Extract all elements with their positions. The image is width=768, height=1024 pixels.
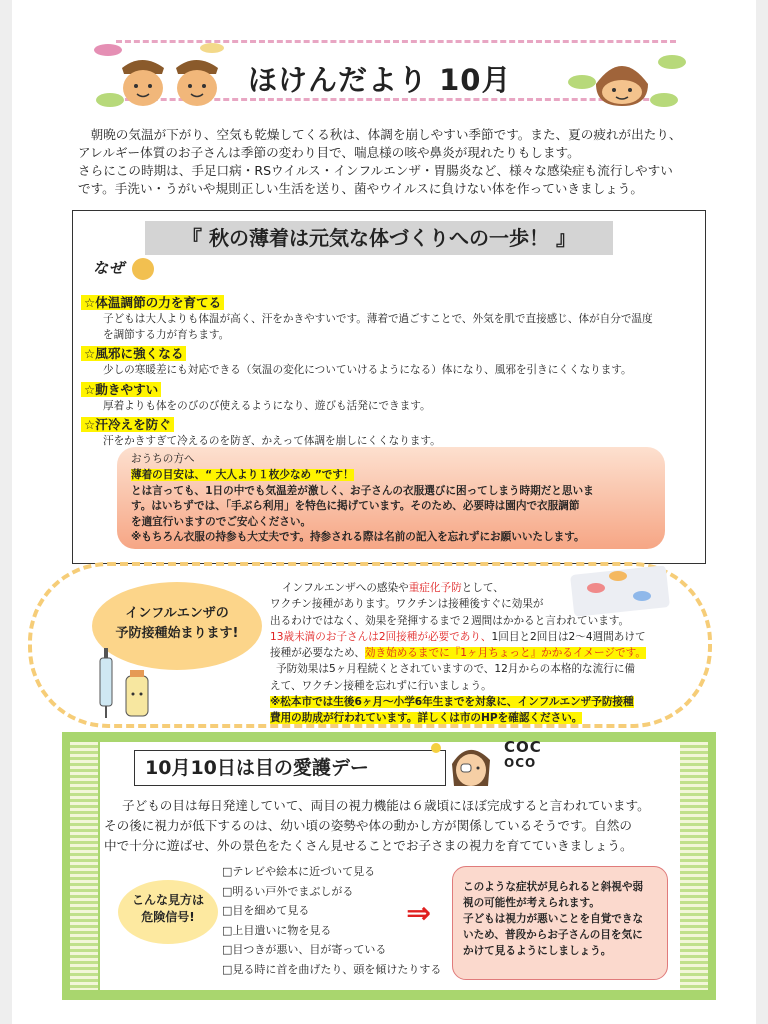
usugi-banner: 『 秋の薄着は元気な体づくりへの一歩！ 』 — [145, 221, 613, 255]
newsletter-page — [12, 0, 756, 1024]
acorn-characters-illustration — [90, 38, 250, 110]
advice-line: 視の可能性が考えられます。 — [463, 897, 600, 909]
naze-badge — [93, 257, 154, 285]
vision-chart-ring: C — [529, 738, 542, 756]
reason-heading: ☆体温調節の力を育てる — [81, 295, 224, 310]
note-line: を適宜行いますのでご安心ください。 — [131, 515, 312, 528]
vision-chart-ring: O — [516, 738, 530, 756]
advice-line: かけて見るようにしましょう。 — [463, 945, 612, 957]
advice-line: 子どもは視力が悪いことを自覚できな — [463, 913, 644, 925]
flu-line: インフルエンザへの感染や — [282, 582, 409, 594]
checklist-item: □見る時に首を曲げたり、頭を傾けたりする — [222, 962, 442, 976]
flu-line: 1回目と2回目は2～4週間あけて — [491, 630, 646, 643]
eye-para-line: 子どもの目は毎日発達していて、両目の視力機能は６歳頃にほぼ完成すると言われています。 — [122, 798, 650, 813]
question-mark-icon — [132, 258, 154, 280]
eye-paragraph — [104, 796, 680, 856]
flu-subsidy-note: ※松本市では生後6ヶ月～小学6年生までを対象に、インフルエンザ予防接種 — [270, 696, 634, 709]
danger-line: こんな見方は — [131, 893, 204, 907]
advice-box — [452, 866, 668, 980]
parents-note — [117, 447, 665, 549]
flu-info-text — [270, 580, 702, 727]
flu-line: 予防効果は5ヶ月程続くとされていますので、12月からの本格的な流行に備 — [276, 663, 636, 676]
note-line: ※もちろん衣服の持参も大丈夫です。持参される際は名前の記入を忘れずにお願いいたします。 — [131, 531, 585, 543]
flu-line: 出るわけではなく、効果を発揮するまで２週間はかかると言われています。 — [270, 614, 630, 627]
newsletter-title: ほけんだより 10月 — [248, 63, 512, 97]
intro-line: です。手洗い・うがいや規則正しい生活を送り、菌やウイルスに負けない体を作っていきましょう。 — [78, 181, 643, 196]
flu-highlight-red: 重症化予防 — [408, 582, 462, 594]
reason-heading: ☆汗冷えを防ぐ — [81, 417, 174, 432]
eye-frame-stripe — [680, 742, 708, 990]
reason-heading: ☆動きやすい — [81, 382, 161, 397]
note-line: とは言っても、1日の中でも気温差が激しく、お子さんの衣服選びに困ってしまう時期だと思いま — [131, 484, 594, 497]
syringe-vial-illustration — [90, 644, 158, 724]
checklist-item: □明るい戸外でまぶしがる — [222, 884, 354, 898]
vision-test-chart — [504, 740, 564, 771]
eye-para-line: 中で十分に遊ばせ、外の景色をたくさん見せることでお子さまの視力を育てていきましょう。 — [104, 838, 633, 853]
flu-highlight-red: 効き始めるまでに『1ヶ月ちょっと』かかるイメージです。 — [364, 647, 646, 660]
reason-item — [81, 380, 697, 415]
intro-text — [78, 126, 718, 198]
intro-line: アレルギー体質のお子さんは季節の変わり目で、喘息様の咳や鼻炎が現れたりもします。 — [78, 145, 580, 160]
chestnut-character-illustration — [564, 40, 694, 112]
advice-line: いため、普段からお子さんの目を気に — [463, 929, 643, 941]
child-eye-exam-illustration — [428, 738, 508, 790]
flu-badge-line: 予防接種始まります! — [115, 626, 239, 641]
reason-item — [81, 344, 697, 379]
checklist-item: □目を細めて見る — [222, 904, 310, 917]
danger-line: 危険信号! — [141, 910, 195, 924]
right-arrow-icon: ⇒ — [406, 896, 432, 931]
reason-item — [81, 293, 697, 343]
flu-badge-line: インフルエンザの — [125, 606, 229, 621]
reason-text: 厚着よりも体をのびのび使えるようになり、遊びも活発にできます。 — [103, 399, 431, 412]
reason-text: を調節する力が育ちます。 — [103, 328, 230, 341]
eye-day-title: 10月10日は目の愛護デー — [134, 750, 446, 786]
usugi-section — [72, 210, 706, 564]
eye-frame-stripe — [70, 742, 98, 990]
naze-label: なぜ — [93, 259, 126, 277]
note-line: す。はいちずでは、「手ぶら利用」を特色に掲げています。そのため、必要時は園内で衣服調節 — [131, 500, 580, 512]
reason-text: 子どもは大人よりも体温が高く、汗をかきやすいです。薄着で過ごすことで、外気を肌で直接感じ、体が自分で温度 — [103, 313, 653, 325]
flu-subsidy-note: 費用の助成が行われています。詳しくは市のHPを確認ください。 — [270, 712, 583, 725]
reason-heading: ☆風邪に強くなる — [81, 346, 186, 361]
vision-chart-ring: C — [504, 738, 517, 756]
flu-line: ワクチン接種があります。ワクチンは接種後すぐに効果が — [270, 598, 544, 611]
checklist-item: □上目遣いに物を見る — [222, 923, 332, 937]
reason-item — [81, 415, 697, 450]
eye-para-line: その後に視力が低下するのは、幼い頃の姿勢や体の動かし方が関係しているそうです。自然の — [104, 818, 632, 833]
advice-line: このような症状が見られると斜視や弱 — [463, 881, 644, 893]
note-highlight: 薄着の目安は、“ 大人より１枚少なめ ”です！ — [131, 469, 354, 481]
usugi-reasons-list — [81, 293, 697, 450]
note-title: おうちの方へ — [131, 453, 195, 465]
intro-line: さらにこの時期は、手足口病・RSウイルス・インフルエンザ・胃腸炎など、様々な感染症も流行しやすい — [78, 163, 673, 178]
flu-line: として、 — [461, 582, 504, 594]
flu-line: 接種が必要なため、 — [270, 647, 365, 660]
checklist-item: □テレビや絵本に近づいて見る — [222, 865, 376, 878]
reason-text: 少しの寒暖差にも対応できる（気温の変化についていけるようになる）体になり、風邪を引きにくくなります。 — [103, 364, 632, 376]
danger-signal-badge — [118, 880, 218, 944]
vision-chart-ring: O — [504, 756, 516, 770]
flu-line: えて、ワクチン接種を忘れずに行いましょう。 — [270, 679, 492, 692]
reason-text: 汗をかきすぎて冷えるのを防ぎ、かえって体調を崩しにくくなります。 — [103, 435, 441, 447]
vision-chart-ring: C — [515, 756, 526, 770]
intro-line: 朝晩の気温が下がり、空気も乾燥してくる秋は、体調を崩しやすい季節です。また、夏の疲れが出たり、 — [78, 127, 682, 142]
checklist-item: □目つきが悪い、目が寄っている — [222, 943, 387, 956]
flu-highlight-red: 13歳未満のお子さんは2回接種が必要であり、 — [270, 630, 492, 643]
vision-chart-ring: O — [525, 756, 537, 770]
